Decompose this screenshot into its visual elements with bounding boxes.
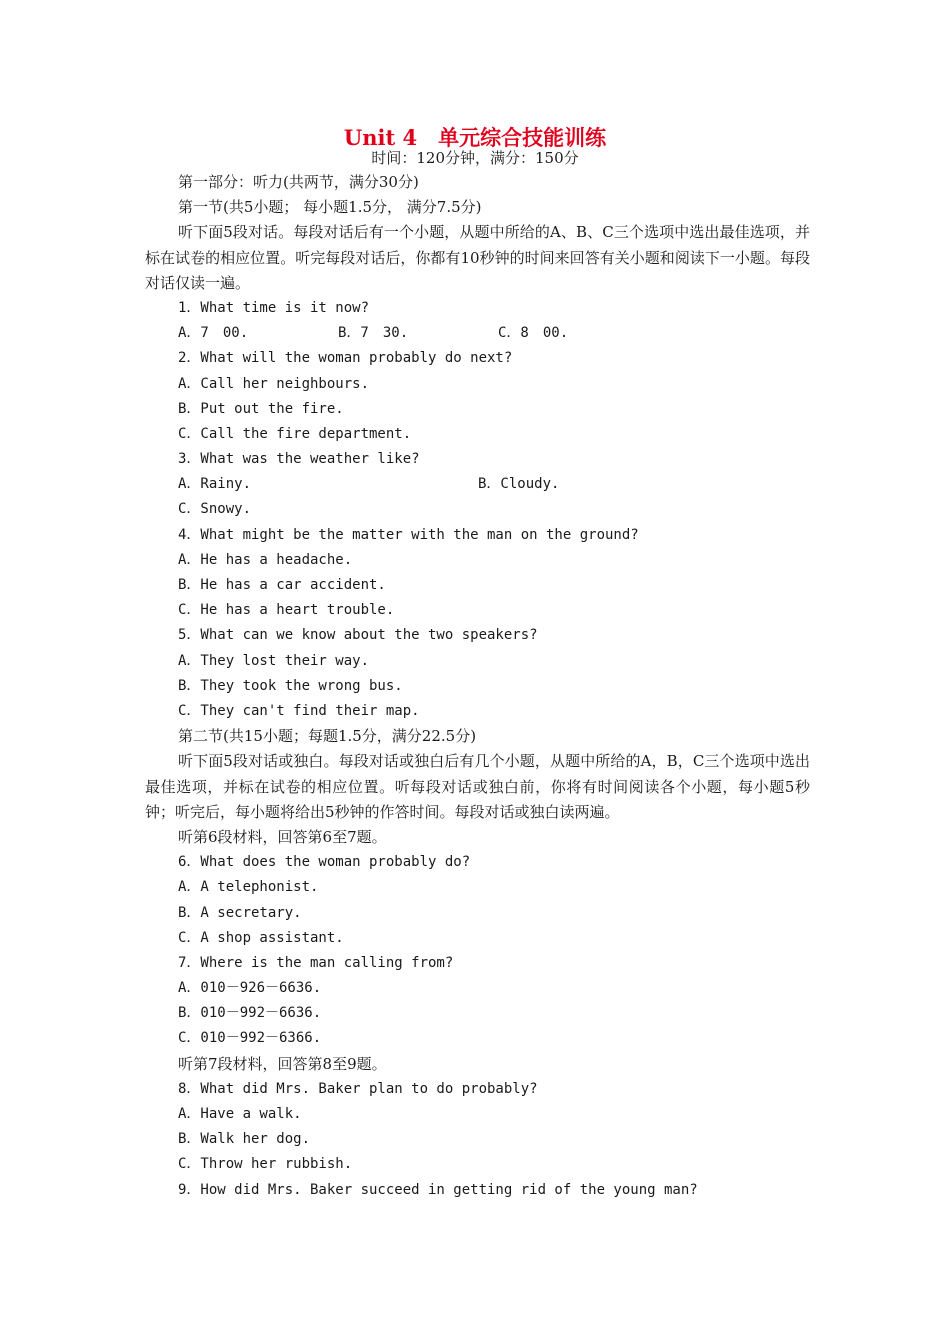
question-8-option-c: C．Throw her rubbish.: [178, 1156, 353, 1173]
section2-heading: 第二节(共15小题；每题1.5分，满分22.5分): [178, 727, 477, 746]
question-6-option-a: A．A telephonist.: [178, 879, 319, 896]
question-1-stem: 1．What time is it now?: [178, 299, 370, 316]
question-4-option-a: A．He has a headache.: [178, 551, 353, 568]
question-6-stem: 6．What does the woman probably do?: [178, 854, 471, 871]
question-2-option-c: C．Call the fire department.: [178, 425, 412, 442]
question-2-option-a: A．Call her neighbours.: [178, 375, 370, 392]
question-1-options: [145, 321, 810, 346]
question-5-stem: 5．What can we know about the two speakers?: [178, 627, 538, 644]
question-1-option-a: A．7 00.: [178, 325, 249, 342]
document-body: [145, 170, 810, 1203]
material-7-heading: 听第7段材料，回答第8至9题。: [178, 1054, 387, 1073]
question-5-option-a: A．They lost their way.: [178, 652, 370, 669]
document-title: Unit 4 单元综合技能训练: [343, 125, 607, 150]
question-5-option-c: C．They can't find their map.: [178, 702, 420, 719]
time-and-score: 时间：120分钟，满分：150分: [371, 149, 579, 167]
question-3-option-b: B．Cloudy.: [478, 476, 560, 493]
section1-instructions: 听下面5段对话。每段对话后有一个小题，从题中所给的A、B、C三个选项中选出最佳选项，并标在试卷的相应位置。听完每段对话后，你都有10秒钟的时间来回答有关小题和阅读下一小题。每段对话仅读一遍。: [145, 223, 810, 292]
question-8-stem: 8．What did Mrs. Baker plan to do probably?: [178, 1080, 538, 1097]
question-1-option-b: B．7 30.: [338, 325, 409, 342]
section2-instructions: 听下面5段对话或独白。每段对话或独白后有几个小题，从题中所给的A，B，C三个选项中选出最佳选项，并标在试卷的相应位置。听每段对话或独白前，你将有时间阅读各个小题，每小题5秒钟；听完后，每小题将给出5秒钟的作答时间。每段对话或独白读两遍。: [145, 752, 810, 821]
question-3-options: [145, 472, 810, 497]
question-7-option-b: B．010－992－6636.: [178, 1005, 322, 1022]
question-1-option-c: C．8 00.: [498, 325, 569, 342]
question-4-stem: 4．What might be the matter with the man on the ground?: [178, 526, 639, 543]
question-6-option-c: C．A shop assistant.: [178, 929, 344, 946]
question-2-stem: 2．What will the woman probably do next?: [178, 350, 513, 367]
question-2-option-b: B．Put out the fire.: [178, 400, 344, 417]
question-6-option-b: B．A secretary.: [178, 904, 302, 921]
question-7-option-c: C．010－992－6366.: [178, 1030, 322, 1047]
question-3-option-c: C．Snowy.: [178, 501, 252, 518]
question-5-option-b: B．They took the wrong bus.: [178, 677, 403, 694]
question-7-stem: 7．Where is the man calling from?: [178, 954, 454, 971]
question-9-stem: 9．How did Mrs. Baker succeed in getting rid of the young man?: [178, 1181, 698, 1198]
question-4-option-c: C．He has a heart trouble.: [178, 602, 395, 619]
question-8-option-a: A．Have a walk.: [178, 1106, 302, 1123]
question-3-stem: 3．What was the weather like?: [178, 451, 420, 468]
part1-heading: 第一部分：听力(共两节，满分30分): [178, 173, 419, 191]
question-4-option-b: B．He has a car accident.: [178, 577, 386, 594]
question-8-option-b: B．Walk her dog.: [178, 1131, 311, 1148]
question-7-option-a: A．010－926－6636.: [178, 980, 322, 997]
material-6-heading: 听第6段材料，回答第6至7题。: [178, 827, 387, 846]
question-3-option-a: A．Rainy.: [178, 476, 252, 493]
section1-heading: 第一节(共5小题； 每小题1.5分， 满分7.5分): [178, 198, 482, 217]
